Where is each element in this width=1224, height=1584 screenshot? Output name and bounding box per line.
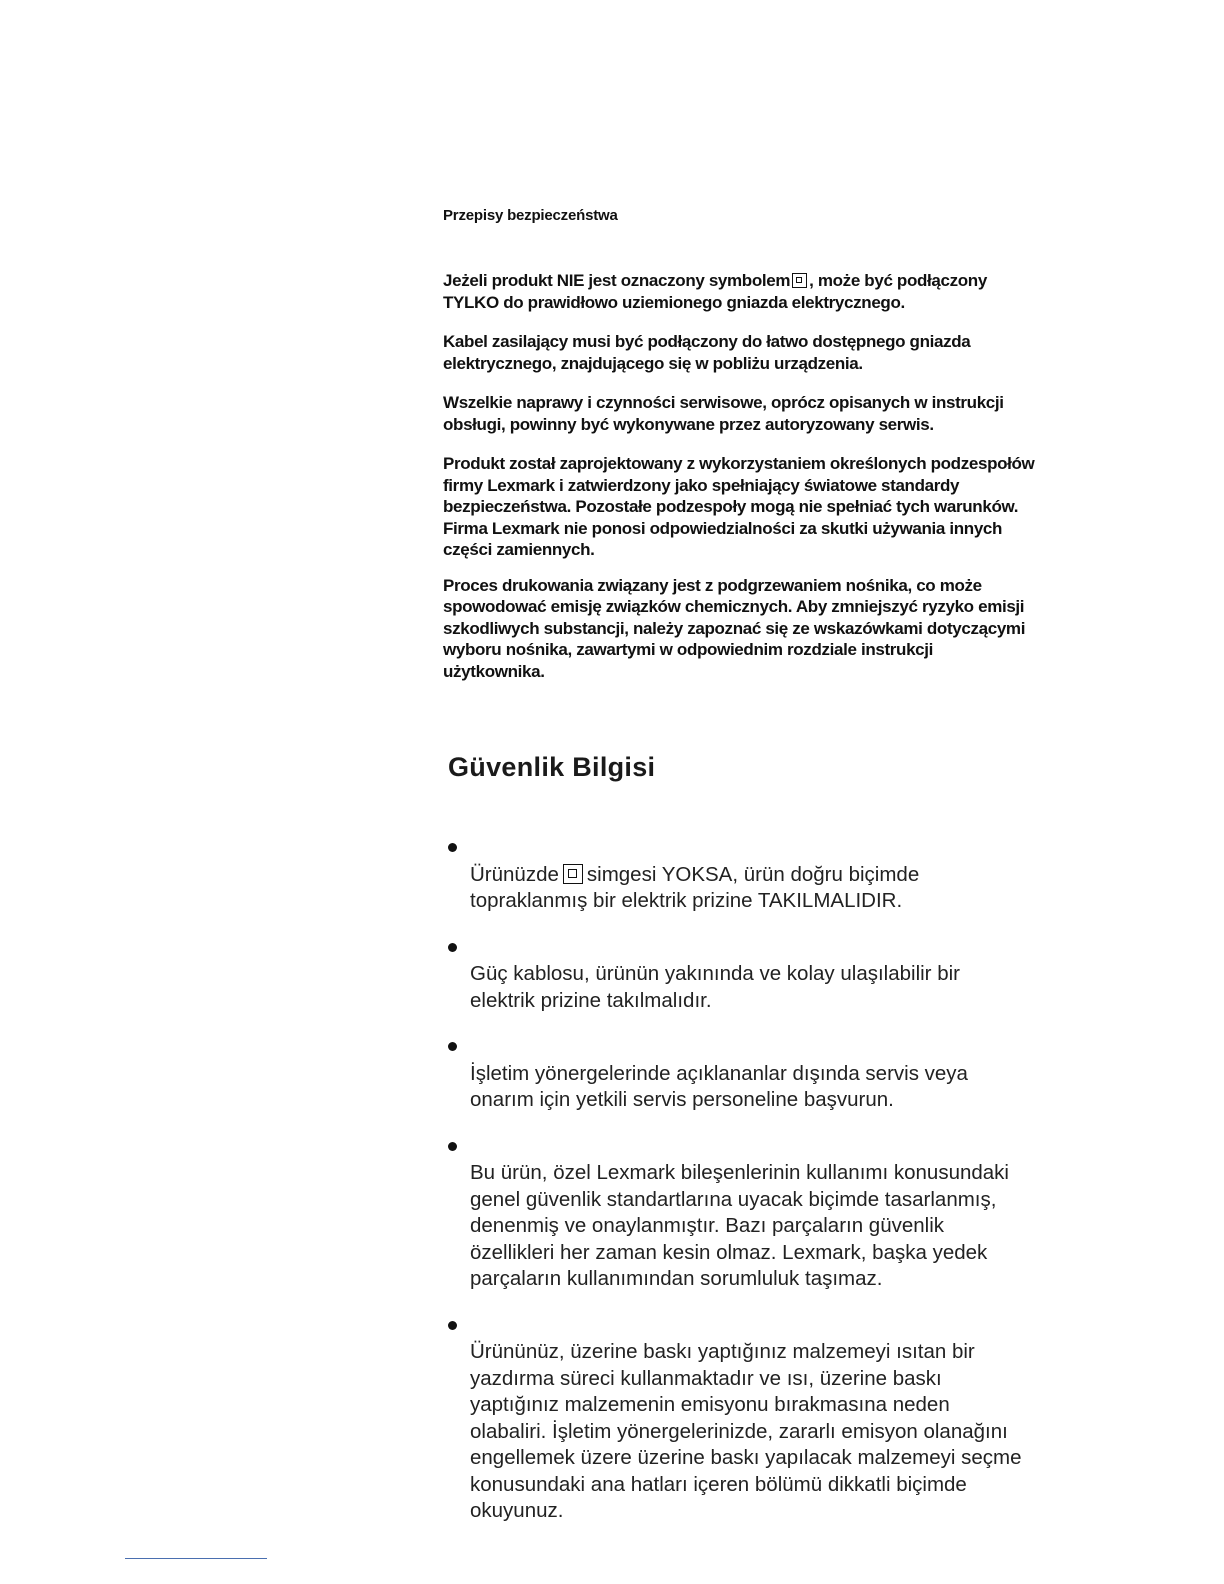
list-item-emissions (448, 1313, 1088, 1525)
turkish-heading: Güvenlik Bilgisi (448, 752, 656, 782)
turkish-safety-list (448, 835, 1088, 1525)
bullet-icon (448, 843, 457, 852)
footnote-divider (125, 1558, 267, 1559)
polish-paragraph-components: Produkt został zaprojektowany z wykorzystaniem określonych podzespołów firmy Lexmark i zatwierdzony jako spełniający światowe standardy bezpieczeństwa. Pozostałe podzespoły mogą nie spełniać tych warunków. Firma Lexmark nie ponosi odpowiedzialności za skutki używania innych części zamiennych. (443, 454, 1035, 559)
bullet-icon (448, 1142, 457, 1151)
polish-paragraph-power-cord: Kabel zasilający musi być podłączony do łatwo dostępnego gniazda elektrycznego, znajdującego się w pobliżu urządzenia. (443, 332, 971, 373)
tr-item2-text: Güç kablosu, ürünün yakınında ve kolay ulaşılabilir bir elektrik prizine takılmalıdır. (470, 962, 960, 1012)
polish-p1-text-before: Jeżeli produkt NIE jest oznaczony symbolem (443, 271, 791, 290)
double-insulation-icon (792, 273, 807, 288)
polish-paragraph-service: Wszelkie naprawy i czynności serwisowe, oprócz opisanych w instrukcji obsługi, powinny być wykonywane przez autoryzowany serwis. (443, 393, 1004, 434)
tr-item4-text: Bu ürün, özel Lexmark bileşenlerinin kullanımı konusundaki genel güvenlik standartlarına uyacak biçimde tasarlanmış, denenmiş ve onaylanmıştır. Bazı parçaların güvenlik özellikleri her zaman kesin olmaz. Lexmark, başka yedek parçaların kullanımından sorumluluk taşımaz. (470, 1161, 1009, 1290)
list-item-components (448, 1134, 1088, 1293)
tr-item3-text: İşletim yönergelerinde açıklananlar dışında servis veya onarım için yetkili servis personeline başvurun. (470, 1061, 968, 1111)
list-item-service (448, 1034, 1088, 1114)
tr-item1-text-after: simgesi YOKSA, ürün doğru biçimde topraklanmış bir elektrik prizine TAKILMALIDIR. (470, 862, 920, 912)
polish-heading: Przepisy bezpieczeństwa (443, 207, 618, 224)
double-insulation-icon (563, 864, 583, 884)
tr-item5-text: Ürününüz, üzerine baskı yaptığınız malzemeyi ısıtan bir yazdırma süreci kullanmaktadır ve ısı, üzerine baskı yaptığınız malzemenin emisyonu bırakmasına neden olabaliri. İşletim yönergelerinizde, zararlı emisyon olanağını engellemek üzere üzerine baskı yapılacak malzemeyi seçme konusundaki ana hatları içeren bölümü dikkatli biçimde okuyunuz. (470, 1340, 1022, 1522)
polish-p1-text-after: , może być podłączony TYLKO do prawidłowo uziemionego gniazda elektrycznego. (443, 271, 987, 312)
turkish-safety-section (448, 752, 1088, 1545)
tr-item1-text-before: Ürünüzde (470, 862, 559, 886)
list-item-power-cord (448, 935, 1088, 1015)
list-item-grounding (448, 835, 1088, 915)
bullet-icon (448, 943, 457, 952)
bullet-icon (448, 1042, 457, 1051)
polish-paragraph-emissions: Proces drukowania związany jest z podgrzewaniem nośnika, co może spowodować emisję związków chemicznych. Aby zmniejszyć ryzyko emisji szkodliwych substancji, należy zapoznać się ze wskazówkami dotyczącymi wyboru nośnika, zawartymi w odpowiednim rozdziale instrukcji użytkownika. (443, 575, 1026, 681)
polish-safety-section (443, 207, 1103, 700)
bullet-icon (448, 1321, 457, 1330)
polish-paragraph-grounding (443, 270, 1103, 313)
